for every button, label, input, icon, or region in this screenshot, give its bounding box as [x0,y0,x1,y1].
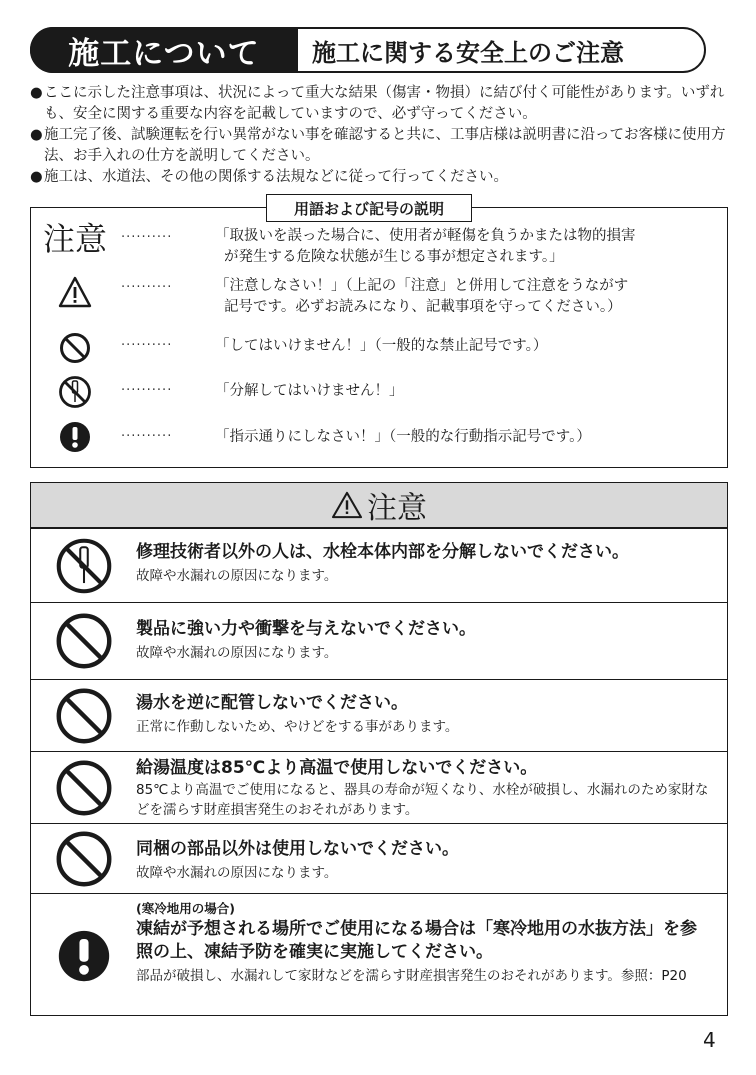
caution-sub: 故障や水漏れの原因になります。 [136,865,338,881]
intro-text: 施工完了後、試験運転を行い異常がない事を確認すると共に、工事店様は説明書に沿ってお客様に使用方法、お手入れの仕方を説明してください。 [44,127,726,164]
legend-desc: 「注意しなさい！」（上記の「注意」と併用して注意をうながす [215,278,629,294]
intro-item [30,125,730,167]
caution-main: 同梱の部品以外は使用しないでください。 [136,839,459,859]
caution-main: 製品に強い力や衝撃を与えないでください。 [136,619,476,639]
intro-text: ここに示した注意事項は、状況によって重大な結果（傷害・物損）に結び付く可能性があります。いずれも、安全に関する重要な内容を記載していますので、必ず守ってください。 [44,85,725,122]
mandatory-action-icon [59,421,91,453]
caution-sub: 部品が破損し、水漏れして家財などを濡らす財産損害発生のおそれがあります。参照：P20 [136,968,687,984]
legend-row [31,222,727,268]
leader-dots: ·········· [121,230,173,245]
legend-desc: 「指示通りにしなさい！」（一般的な行動指示記号です。） [215,429,591,445]
mandatory-action-icon [58,930,110,982]
legend-row [31,375,727,409]
caution-row [31,679,727,751]
caution-label: 注意 [42,220,107,258]
warning-triangle-icon [331,491,363,519]
caution-sub: 故障や水漏れの原因になります。 [136,645,338,661]
caution-row [31,823,727,893]
caution-main: 凍結が予想される場所でご使用になる場合は「寒冷地用の水抜方法」を参照の上、凍結予防を確実に実施してください。 [136,919,697,962]
intro-item [30,167,730,188]
section-subtitle: 施工に関する安全上のご注意 [312,38,624,67]
caution-header [31,483,727,528]
caution-main: 修理技術者以外の人は、水栓本体内部を分解しないでください。 [136,542,629,562]
prohibition-icon [55,687,113,745]
page-header [30,27,718,73]
warning-triangle-icon [58,276,92,308]
legend-row [31,421,727,453]
intro-notes [30,83,730,188]
page-number: 4 [703,1028,716,1052]
legend-desc: 「してはいけません！」（一般的な禁止記号です。） [215,338,548,354]
caution-row [31,528,727,602]
no-disassembly-icon [58,375,92,409]
prohibition-icon [55,612,113,670]
no-disassembly-icon [55,537,113,595]
legend-row [31,332,727,364]
leader-dots: ·········· [121,338,173,353]
caution-box [30,482,728,1016]
bullet: ● [30,127,43,143]
bullet: ● [30,85,43,101]
legend-title: 用語および記号の説明 [266,194,472,222]
leader-dots: ·········· [121,280,173,295]
caution-condition: (寒冷地用の場合) [136,901,235,916]
caution-main: 給湯温度は85℃より高温で使用しないでください。 [136,758,538,778]
legend-desc: 「分解してはいけません！」 [215,383,404,399]
section-title: 施工について [30,27,298,73]
legend-row [31,276,727,318]
legend-desc: 「取扱いを誤った場合に、使用者が軽傷を負うかまたは物的損害 [215,228,636,244]
legend-desc-cont: が発生する危険な状態が生じる事が想定されます。」 [224,249,564,265]
caution-title: 注意 [367,491,427,526]
caution-row [31,602,727,679]
caution-main: 湯水を逆に配管しないでください。 [136,693,408,713]
prohibition-icon [55,759,113,817]
bullet: ● [30,169,43,185]
symbol-legend [30,199,728,468]
caution-row [31,751,727,823]
leader-dots: ·········· [121,429,173,444]
caution-row [31,893,727,1017]
prohibition-icon [55,830,113,888]
prohibition-icon [59,332,91,364]
caution-sub: 85℃より高温でご使用になると、器具の寿命が短くなり、水栓が破損し、水漏れのため家財などを濡らす財産損害発生のおそれがあります。 [136,782,709,818]
caution-sub: 正常に作動しないため、やけどをする事があります。 [136,719,459,735]
intro-text: 施工は、水道法、その他の関係する法規などに従って行ってください。 [44,169,508,185]
leader-dots: ·········· [121,383,173,398]
caution-sub: 故障や水漏れの原因になります。 [136,568,338,584]
legend-desc-cont: 記号です。必ずお読みになり、記載事項を守ってください。） [224,299,622,315]
intro-item [30,83,730,125]
